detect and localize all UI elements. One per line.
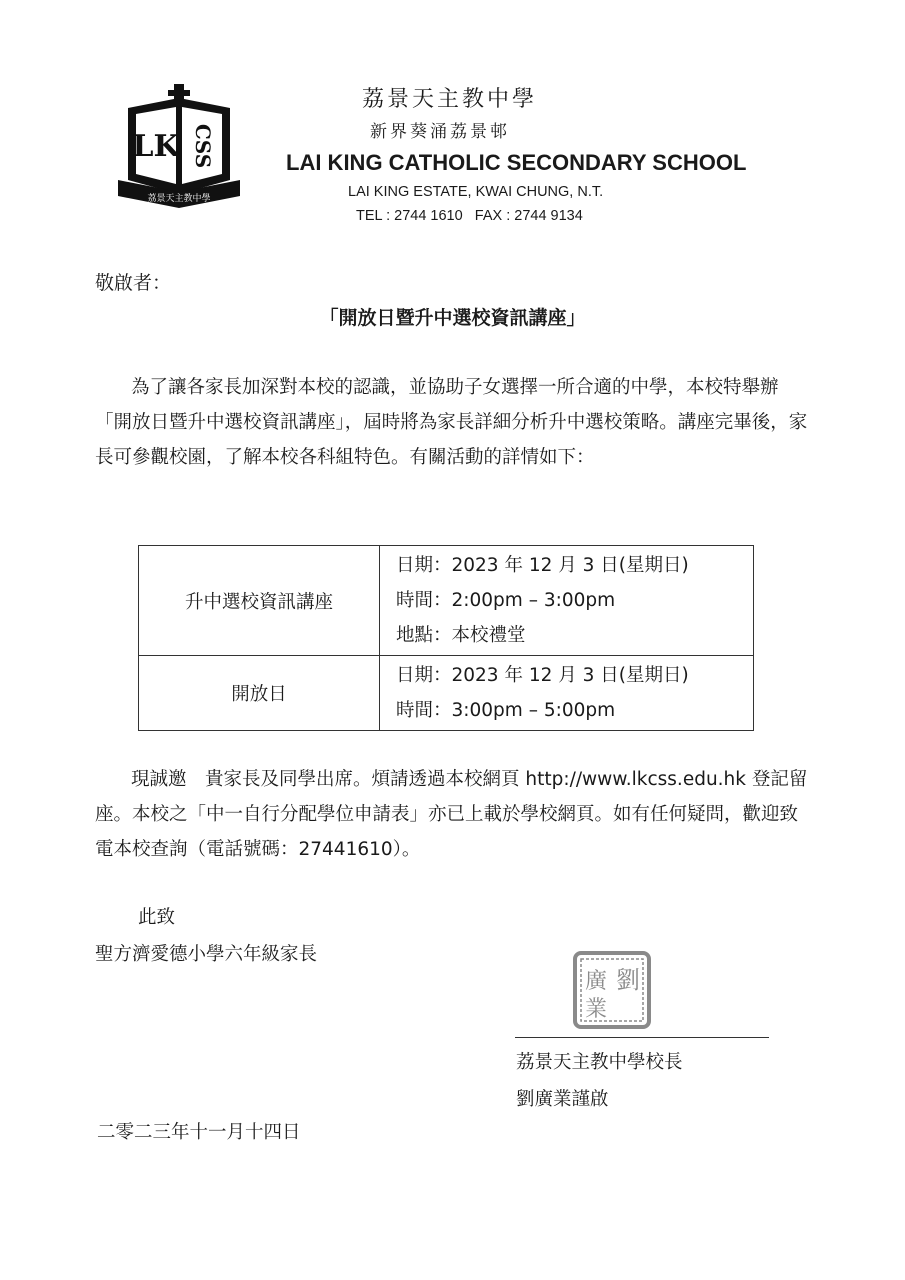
invitation-paragraph: 現誠邀 貴家長及同學出席。煩請透過本校網頁 http://www.lkcss.edu.hk 登記留座。本校之「中一自行分配學位申請表」亦已上載於學校網頁。如有任何疑問，歡迎致電本校查詢（電話號碼：27441610）。	[95, 769, 808, 860]
addressee: 聖方濟愛德小學六年級家長	[95, 944, 318, 965]
contact-line: TEL : 2744 1610 FAX : 2744 9134	[356, 208, 583, 224]
letter-date: 二零二三年十一月十四日	[97, 1122, 301, 1143]
event-date: 日期：2023 年 12 月 3 日(星期日)	[396, 665, 689, 686]
svg-text:劉: 劉	[616, 966, 640, 994]
event-details	[380, 546, 754, 656]
school-address-zh: 新界葵涌荔景邨	[370, 122, 510, 142]
greeting: 敬啟者：	[95, 272, 172, 294]
school-name-zh: 荔景天主教中學	[362, 87, 538, 112]
principal-seal	[572, 950, 652, 1030]
svg-text:業: 業	[584, 997, 608, 1022]
signatory-name: 劉廣業謹啟	[516, 1089, 609, 1110]
table-row	[139, 656, 754, 731]
svg-text:LK: LK	[132, 129, 180, 164]
letter-title: 「開放日暨升中選校資訊講座」	[319, 307, 586, 329]
svg-text:CSS: CSS	[191, 123, 215, 169]
signatory-title: 荔景天主教中學校長	[516, 1052, 683, 1073]
event-venue: 地點：本校禮堂	[396, 625, 526, 646]
school-name-en: LAI KING CATHOLIC SECONDARY SCHOOL	[286, 150, 747, 175]
school-logo	[116, 84, 242, 210]
event-time: 時間：2:00pm – 3:00pm	[396, 590, 616, 611]
events-table	[138, 545, 754, 731]
event-date: 日期：2023 年 12 月 3 日(星期日)	[396, 555, 689, 576]
school-address-en: LAI KING ESTATE, KWAI CHUNG, N.T.	[348, 184, 604, 200]
signature-line	[515, 1037, 769, 1038]
event-name: 開放日	[139, 656, 380, 731]
event-name: 升中選校資訊講座	[139, 546, 380, 656]
event-details	[380, 656, 754, 731]
closing: 此致	[138, 907, 176, 928]
table-row	[139, 546, 754, 656]
event-time: 時間：3:00pm – 5:00pm	[396, 700, 616, 721]
intro-paragraph: 為了讓各家長加深對本校的認識，並協助子女選擇一所合適的中學，本校特舉辦「開放日暨升中選校資訊講座」，屆時將為家長詳細分析升中選校策略。講座完畢後，家長可參觀校園，了解本校各科組特色。有關活動的詳情如下：	[95, 377, 808, 468]
logo-motto: 荔景天主教中學	[147, 194, 211, 204]
svg-text:廣: 廣	[584, 969, 608, 994]
